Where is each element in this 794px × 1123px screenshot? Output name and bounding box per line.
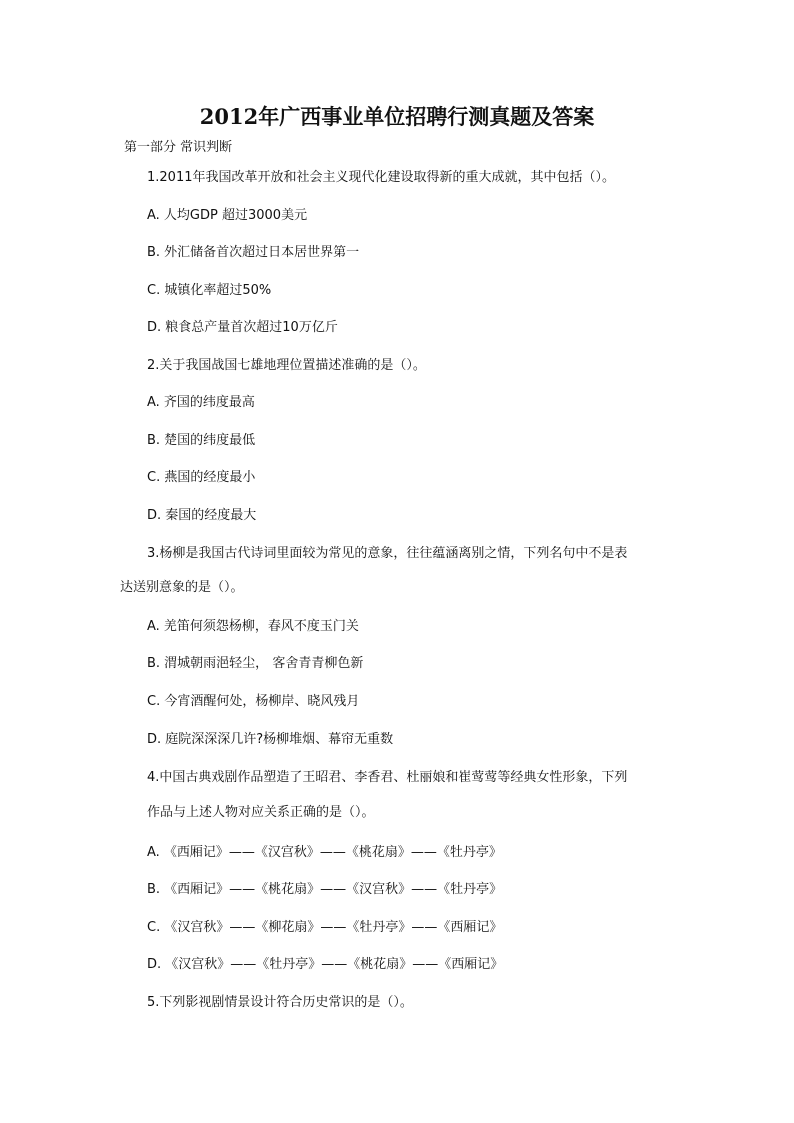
answer-option: B. 外汇储备首次超过日本居世界第一: [147, 245, 360, 260]
question-text: 1.2011年我国改革开放和社会主义现代化建设取得新的重大成就，其中包括（）。: [147, 170, 615, 185]
question-text-continued: 作品与上述人物对应关系正确的是（）。: [147, 805, 375, 820]
section-heading: 第一部分 常识判断: [124, 140, 233, 155]
question-text: 4.中国古典戏剧作品塑造了王昭君、李香君、杜丽娘和崔莺莺等经典女性形象，下列: [147, 770, 628, 785]
answer-option: A. 齐国的纬度最高: [147, 395, 255, 410]
answer-option: B. 楚国的纬度最低: [147, 433, 256, 448]
answer-option: A. 羌笛何须怨杨柳，春风不度玉门关: [147, 619, 359, 634]
answer-option: D. 粮食总产量首次超过10万亿斤: [147, 320, 338, 335]
answer-option: B. 渭城朝雨浥轻尘， 客舍青青柳色新: [147, 656, 364, 671]
question-text-continued: 达送别意象的是（）。: [120, 580, 244, 595]
answer-option: C. 城镇化率超过50%: [147, 283, 272, 298]
answer-option: D. 《汉宫秋》——《牡丹亭》——《桃花扇》——《西厢记》: [147, 957, 504, 972]
answer-option: A. 人均GDP 超过3000美元: [147, 208, 308, 223]
answer-option: A. 《西厢记》——《汉宫秋》——《桃花扇》——《牡丹亭》: [147, 845, 502, 860]
question-text: 2.关于我国战国七雄地理位置描述准确的是（）。: [147, 358, 426, 373]
answer-option: D. 秦国的经度最大: [147, 508, 257, 523]
answer-option: D. 庭院深深深几许?杨柳堆烟、幕帘无重数: [147, 732, 394, 747]
answer-option: C. 今宵酒醒何处，杨柳岸、晓风残月: [147, 694, 360, 709]
question-text: 5.下列影视剧情景设计符合历史常识的是（）。: [147, 995, 413, 1010]
question-text: 3.杨柳是我国古代诗词里面较为常见的意象，往往蕴涵离别之情，下列名句中不是表: [147, 546, 628, 561]
answer-option: B. 《西厢记》——《桃花扇》——《汉宫秋》——《牡丹亭》: [147, 882, 503, 897]
answer-option: C. 燕国的经度最小: [147, 470, 256, 485]
answer-option: C. 《汉宫秋》——《柳花扇》——《牡丹亭》——《西厢记》: [147, 920, 503, 935]
document-title: 2012年广西事业单位招聘行测真题及答案: [199, 104, 595, 129]
